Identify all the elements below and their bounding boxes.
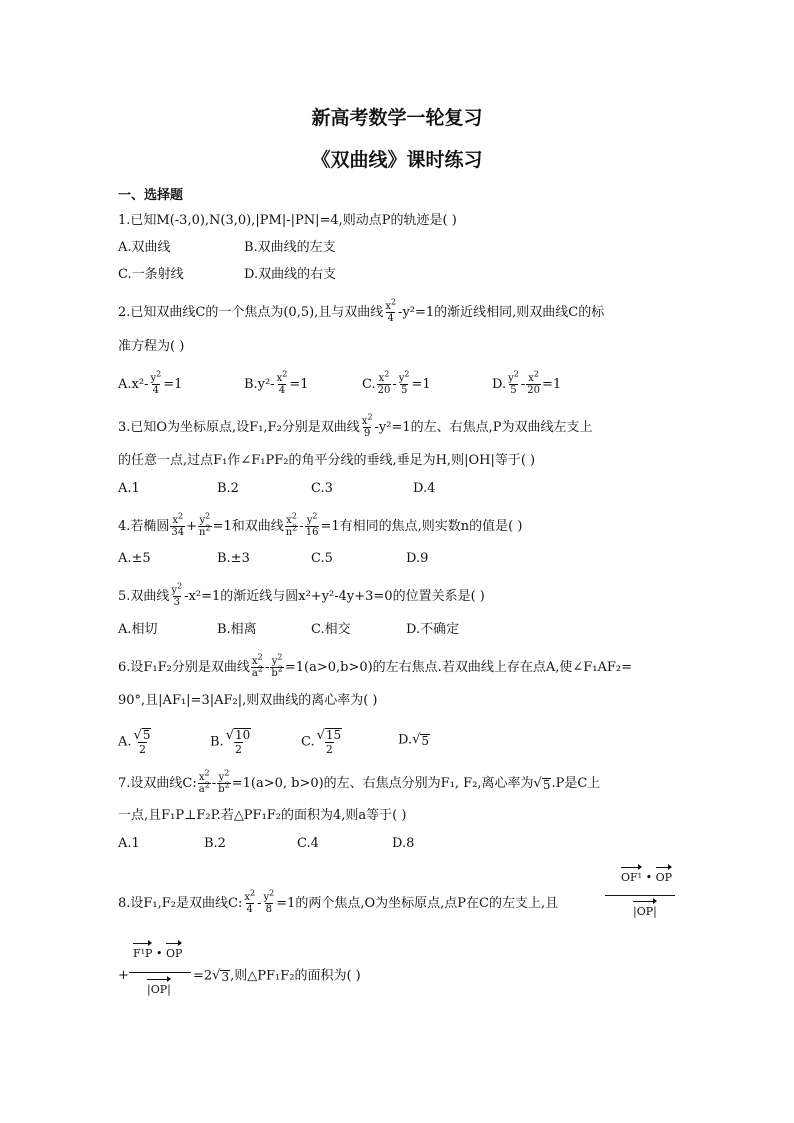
question-6-option-b: B. √ 10 2 (210, 728, 251, 756)
question-8-plus: + (118, 968, 129, 983)
question-4-option-a: A.±5 (118, 551, 151, 566)
question-2-option-d: D. $\frac{y^2}{5}$ - $\frac{x^2}{20}$ =1 (492, 369, 562, 396)
question-8-line-2: =2 √ 3 ,则△PF₁F₂的面积为( ) (193, 968, 361, 984)
question-2-option-c: C. $\frac{x^2}{20}$ - $\frac{y^2}{5}$ =1 (362, 369, 431, 396)
question-6-line-2: 90°,且|AF₁|=3|AF₂|,则双曲线的离心率为( ) (118, 693, 378, 708)
question-7-option-a: A.1 (118, 836, 140, 851)
question-3-option-b: B.2 (217, 481, 239, 496)
vector-fraction-1: OF¹ • OP |OP| (605, 860, 675, 924)
question-6-option-a: A. √ 5 2 (118, 728, 151, 756)
question-2-option-b: B.y²- $\frac{x^2}{4}$ =1 (244, 369, 309, 396)
question-2-stem: 2.已知双曲线C的一个焦点为(0,5),且与双曲线 (118, 305, 384, 320)
question-4-option-b: B.±3 (217, 551, 250, 566)
question-1-option-b: B.双曲线的左支 (244, 240, 336, 255)
question-2-line-1: 2.已知双曲线C的一个焦点为(0,5),且与双曲线 $\frac{x^2}{4}$ -y²=1的渐近线相同,则双曲线C的标 (118, 297, 605, 324)
question-7-line-2: 一点,且F₁P⊥F₂P.若△PF₁F₂的面积为4,则a等于( ) (118, 808, 407, 823)
question-3-option-d: D.4 (413, 481, 436, 496)
question-6-option-c: C. √ 15 2 (301, 728, 342, 756)
fraction: $\frac{x^2}{4}$ (385, 297, 397, 324)
question-4-option-c: C.5 (311, 551, 333, 566)
question-3-line-1: 3.已知O为坐标原点,设F₁,F₂分别是双曲线 $\frac{x^2}{9}$ -y²=1的左、右焦点,P为双曲线左支上 (118, 412, 593, 439)
question-2-option-a: A.x²- $\frac{y^2}{4}$ =1 (118, 369, 183, 396)
question-1-option-a: A.双曲线 (118, 240, 171, 255)
section-heading: 一、选择题 (118, 188, 184, 203)
question-3-option-c: C.3 (311, 481, 333, 496)
question-3-option-a: A.1 (118, 481, 140, 496)
question-6-line-1: 6.设F₁F₂分别是双曲线 $\frac{x^2}{a^2}$ - $\frac{y^2}{b^2}$ =1(a>0,b>0)的左右焦点.若双曲线上存在点A,使∠F₁AF₂= (118, 652, 632, 679)
question-5-line-1: 5.双曲线 $\frac{y^2}{3}$ -x²=1的渐近线与圆x²+y²-4y+3=0的位置关系是( ) (118, 581, 485, 608)
question-1-stem: 1.已知M(-3,0),N(3,0),|PM|-|PN|=4,则动点P的轨迹是( ) (118, 213, 457, 228)
question-3-line-2: 的任意一点,过点F₁作∠F₁PF₂的角平分线的垂线,垂足为H,则|OH|等于( ) (118, 453, 536, 468)
question-5-option-c: C.相交 (311, 622, 351, 637)
question-6-option-d: D. √ 5 (398, 732, 430, 748)
question-7-option-c: C.4 (297, 836, 319, 851)
question-4-line-1: 4.若椭圆 $\frac{x^2}{34}$ + $\frac{y^2}{n^2}$ =1和双曲线 $\frac{x^2}{n^2}$ - $\frac{y^2}{16}$ =1有相同的焦点,则实数n的值是( ) (118, 511, 523, 538)
question-1-option-d: D.双曲线的右支 (244, 267, 337, 282)
question-1-option-c: C.一条射线 (118, 267, 184, 282)
page-title: 新高考数学一轮复习 (311, 107, 483, 129)
question-4-option-d: D.9 (406, 551, 429, 566)
vector-fraction-2: F¹P • OP |OP| (129, 936, 191, 1000)
question-7-line-1: 7.设双曲线C: $\frac{x^2}{a^2}$ - $\frac{y^2}{b^2}$ =1(a>0, b>0)的左、右焦点分别为F₁, F₂,离心率为 √ 5 .P是C上 (118, 768, 601, 795)
question-7-option-d: D.8 (392, 836, 415, 851)
question-5-option-a: A.相切 (118, 622, 158, 637)
question-5-option-b: B.相离 (217, 622, 257, 637)
question-7-option-b: B.2 (204, 836, 226, 851)
question-5-option-d: D.不确定 (406, 622, 460, 637)
page-subtitle: 《双曲线》课时练习 (311, 149, 483, 171)
question-8-line-1: 8.设F₁,F₂是双曲线C: $\frac{x^2}{4}$ - $\frac{y^2}{8}$ =1的两个焦点,O为坐标原点,点P在C的左支上,且 (118, 888, 559, 915)
question-2-line-2: 准方程为( ) (118, 339, 185, 354)
